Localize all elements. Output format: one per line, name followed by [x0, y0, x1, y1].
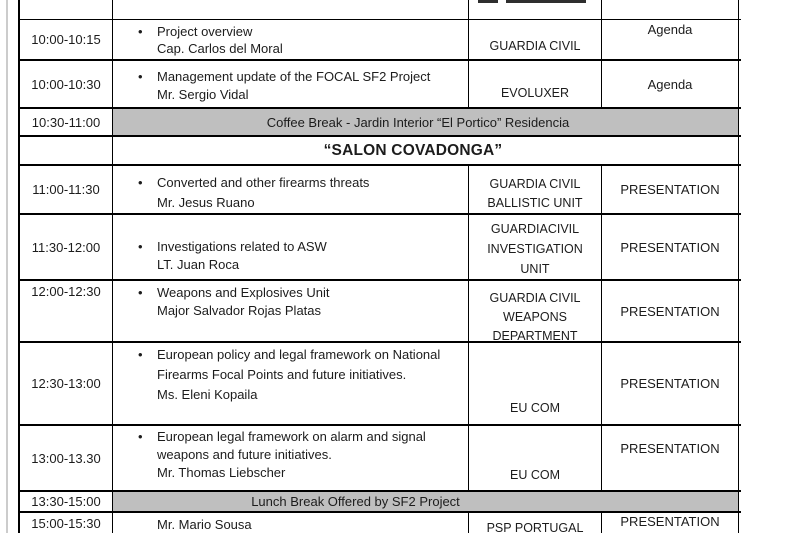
agenda-table: [18, 0, 741, 533]
bullet-icon: •: [138, 239, 143, 254]
clipped-text-remnant: [478, 0, 498, 3]
topic-line: • Converted and other firearms threats: [157, 173, 464, 193]
break-banner: [113, 109, 739, 135]
organization-cell: [469, 513, 602, 533]
category-text: PRESENTATION: [620, 182, 720, 197]
organization-cell: [469, 61, 602, 107]
category-cell: [602, 61, 739, 107]
table-row: [20, 166, 741, 215]
topic-line: • Investigations related to ASW: [138, 239, 327, 254]
topic-line: weapons and future initiatives.: [157, 447, 332, 462]
clipped-text-remnant: [506, 0, 586, 3]
topic-cell: [113, 513, 469, 533]
organization-cell: [469, 281, 602, 341]
bullet-icon: •: [138, 429, 143, 444]
topic-cell: [113, 426, 469, 490]
bullet-icon: •: [138, 347, 143, 362]
section-heading-text: “SALON COVADONGA”: [323, 141, 503, 159]
speaker-line: Mr. Thomas Liebscher: [157, 465, 286, 480]
time-cell: [20, 343, 113, 424]
category-cell: [602, 281, 739, 341]
organization-line: BALLISTIC UNIT: [487, 195, 583, 210]
break-banner-text: Lunch Break Offered by SF2 Project: [251, 494, 460, 509]
page-left-edge: [6, 0, 8, 533]
speaker-line: Cap. Carlos del Moral: [157, 41, 283, 56]
time-text: 10:30-11:00: [31, 114, 101, 130]
time-cell: [20, 137, 113, 164]
time-text: 11:00-11:30: [32, 182, 100, 197]
bullet-icon: •: [138, 69, 143, 84]
table-row: [20, 109, 741, 137]
time-text: 13:00-13.30: [31, 450, 101, 466]
break-banner-text: Coffee Break - Jardin Interior “El Portico” Residencia: [266, 114, 570, 130]
organization-line: EU COM: [510, 401, 560, 415]
category-cell: [602, 166, 739, 213]
organization-line: INVESTIGATION: [487, 242, 583, 256]
organization-line: GUARDIA CIVIL: [489, 176, 581, 191]
organization-cell: [469, 166, 602, 213]
organization-line: PSP PORTUGAL: [486, 521, 584, 533]
topic-line: • Project overview: [138, 24, 253, 39]
speaker-line: Ms. Eleni Kopaila: [157, 387, 258, 402]
time-cell: [20, 109, 113, 135]
organization-cell: [469, 343, 602, 424]
time-cell: [20, 281, 113, 341]
organization-line: WEAPONS: [503, 309, 567, 324]
topic-cell: [113, 281, 469, 341]
topic-line: • European legal framework on alarm and signal: [138, 429, 426, 444]
time-cell: [20, 166, 113, 213]
category-text: Agenda: [647, 76, 693, 92]
table-row: [20, 215, 741, 281]
speaker-line: LT. Juan Roca: [157, 257, 240, 272]
organization-line: GUARDIACIVIL: [490, 222, 580, 236]
topic-cell: [113, 343, 469, 424]
category-text: PRESENTATION: [620, 303, 720, 319]
break-banner: [113, 492, 739, 511]
category-text: PRESENTATION: [620, 441, 720, 456]
table-row: [20, 61, 741, 109]
bullet-icon: •: [138, 24, 143, 39]
topic-cell: [113, 20, 469, 59]
topic-cell: [113, 0, 469, 19]
topic-cell: [113, 61, 469, 107]
speaker-line: Mr. Jesus Ruano: [157, 195, 255, 210]
time-text: 11:30-12:00: [31, 239, 101, 255]
table-row: [20, 0, 741, 20]
category-text: Agenda: [647, 22, 693, 37]
category-cell: [602, 20, 739, 59]
table-row: [20, 426, 741, 492]
category-text: PRESENTATION: [620, 239, 720, 255]
category-cell: [602, 215, 739, 279]
speaker-line: Major Salvador Rojas Platas: [157, 303, 322, 318]
category-text: PRESENTATION: [620, 376, 720, 391]
topic-cell: [113, 215, 469, 279]
bullet-icon: •: [138, 175, 143, 190]
table-row: [20, 20, 741, 61]
organization-line: EU COM: [510, 468, 560, 482]
speaker-line: Mr. Mario Sousa: [157, 517, 252, 532]
table-row: [20, 492, 741, 513]
time-text: 15:00-15:30: [31, 516, 101, 531]
table-row: [20, 513, 741, 533]
time-text: 12:30-13:00: [31, 376, 101, 391]
time-cell: [20, 492, 113, 511]
time-cell: [20, 426, 113, 490]
speaker-line: Mr. Sergio Vidal: [157, 87, 249, 102]
bullet-icon: •: [138, 285, 143, 300]
section-heading: [113, 137, 739, 164]
time-cell: [20, 0, 113, 19]
time-text: 10:00-10:15: [31, 32, 101, 47]
table-row: [20, 343, 741, 426]
time-text: 13:30-15:00: [31, 494, 101, 509]
organization-line: DEPARTMENT: [492, 328, 578, 343]
organization-line: EVOLUXER: [500, 86, 570, 100]
category-cell: [602, 0, 739, 19]
organization-line: GUARDIA CIVIL: [489, 290, 581, 305]
topic-line: • Weapons and Explosives Unit: [138, 285, 330, 300]
organization-cell: [469, 20, 602, 59]
time-text: 10:00-10:30: [31, 76, 101, 92]
table-row: [20, 281, 741, 343]
topic-line: • European policy and legal framework on National: [157, 345, 464, 365]
category-cell: [602, 343, 739, 424]
organization-cell: [469, 426, 602, 490]
topic-line: Firearms Focal Points and future initiatives.: [157, 367, 407, 382]
category-cell: [602, 426, 739, 490]
category-text: PRESENTATION: [620, 514, 720, 529]
organization-cell: [469, 0, 602, 19]
time-cell: [20, 513, 113, 533]
organization-cell: [469, 215, 602, 279]
topic-line: • Management update of the FOCAL SF2 Project: [138, 69, 431, 84]
organization-line: GUARDIA CIVIL: [489, 39, 581, 53]
time-cell: [20, 215, 113, 279]
organization-line: UNIT: [520, 262, 550, 276]
time-cell: [20, 20, 113, 59]
time-cell: [20, 61, 113, 107]
category-cell: [602, 513, 739, 533]
time-text: 12:00-12:30: [31, 284, 101, 299]
table-row: [20, 137, 741, 166]
topic-cell: [113, 166, 469, 213]
